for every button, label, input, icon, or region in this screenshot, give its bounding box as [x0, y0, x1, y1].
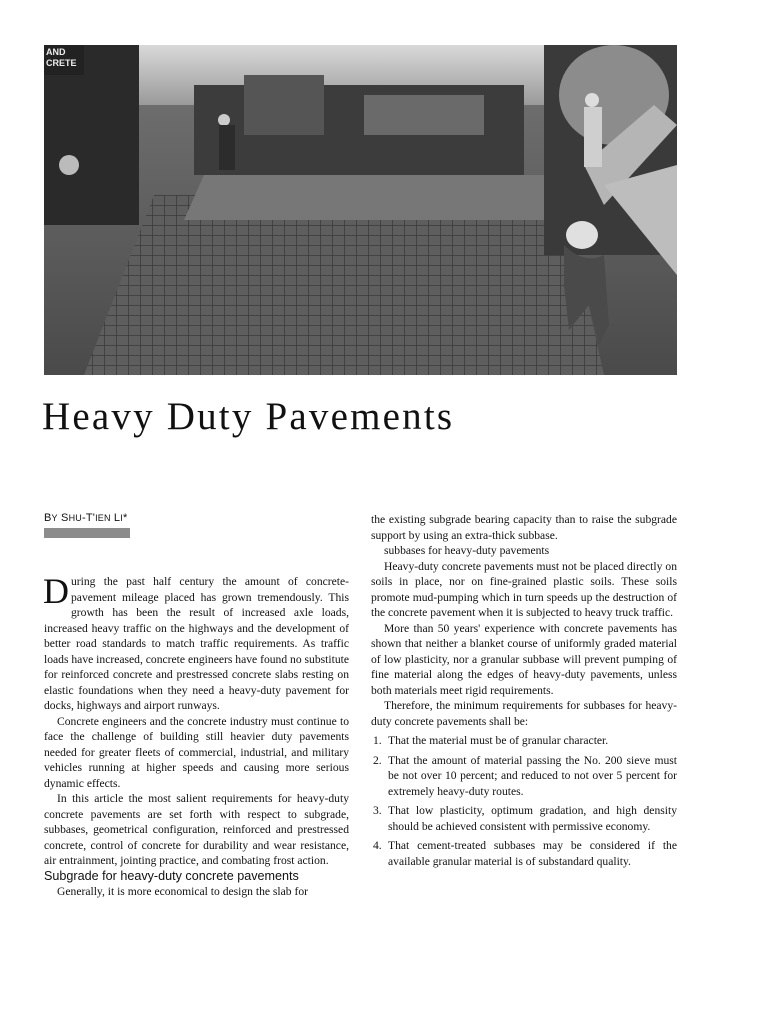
signage-line2: CRETE: [46, 58, 77, 68]
construction-scene-image: [44, 45, 677, 375]
list-item: [371, 733, 677, 749]
list-text: That cement-treated subbases may be considered if the available granular material is of substandard quality.: [388, 839, 677, 868]
byline-rule: [44, 528, 130, 538]
list-text: That the amount of material passing the No. 200 sieve must be not over 10 percent; and reduced to not over 5 percent for extremely heavy-duty routes.: [388, 753, 677, 798]
list-number: 1.: [373, 734, 382, 747]
byline-name-2: -T': [81, 512, 96, 524]
paragraph-text: uring the past half century the amount of concrete-pavement mileage placed has grown tremendously. This growth has been the result of increased axle loads, increased heavy traffic on the highways and the development of better road standards to match traffic requirements. As traffic loads have increased, concrete engineers have found no substitute for reinforced concrete and prestressed concrete slabs resting on elastic foundations when they need a heavy-duty pavement for docks, highways and airport runways.: [44, 575, 349, 712]
paragraph: the existing subgrade bearing capacity than to raise the subgrade support by using an extra-thick subbase.: [371, 513, 677, 542]
right-column: [371, 512, 677, 869]
requirements-list: [371, 733, 677, 869]
byline-name-1-small: HU: [68, 513, 82, 523]
list-item: [371, 838, 677, 869]
list-number: 4.: [373, 839, 382, 852]
list-number: 2.: [373, 753, 382, 767]
list-item: [371, 803, 677, 834]
paragraph: [43, 571, 349, 714]
paragraph: Therefore, the minimum requirements for subbases for heavy-duty concrete pavements shall be:: [371, 699, 677, 728]
byline-prefix: B: [44, 512, 52, 524]
left-column: [43, 571, 349, 900]
paragraph: Generally, it is more economical to design the slab for: [57, 885, 309, 898]
byline: [44, 512, 127, 524]
byline-name-2-small: IEN: [95, 513, 111, 523]
byline-name-3-small: I: [120, 513, 123, 523]
paragraph: More than 50 years' experience with concrete pavements has shown that neither a blanket course of uniformly graded material of low plasticity, nor a granular subbase will prevent pumping of fine material along the edges of heavy-duty pavements, unless both materials meet rigid requirements.: [371, 621, 677, 697]
list-text: That the material must be of granular character.: [388, 734, 609, 747]
paragraph: Concrete engineers and the concrete industry must continue to face the challenge of building still heavier duty pavements needed for greater fleets of commercial, industrial, and military vehicles running at higher speeds and causing more serious dynamic effects.: [44, 714, 349, 790]
byline-name-1: S: [61, 512, 69, 524]
hero-photo: [44, 45, 677, 375]
article-title: Heavy Duty Pavements: [42, 395, 455, 438]
list-number: 3.: [373, 804, 382, 817]
byline-name-3: L: [110, 512, 121, 524]
paragraph: subbases for heavy-duty pavements: [384, 544, 550, 557]
list-item: [371, 753, 677, 800]
drop-cap: D: [43, 571, 69, 611]
list-text: That low plasticity, optimum gradation, and high density should be achieved consistent with permissive economy.: [388, 804, 677, 833]
byline-suffix: *: [122, 512, 128, 524]
paragraph: Heavy-duty concrete pavements must not be placed directly on soils in place, nor on fine-grained plastic soils. These soils promote mud-pumping which in turn speeds up the destruction of the concrete pavement when it is subjected to heavy truck traffic.: [371, 559, 677, 619]
signage-line1: AND: [46, 47, 66, 57]
paragraph: In this article the most salient requirements for heavy-duty concrete pavements are set forth with respect to subgrade, subbases, geometrical configuration, reinforced and prestressed concrete, control of concrete for durability and wear resistance, air entrainment, jointing practice, and combating frost action.: [44, 792, 349, 867]
section-subhead: Subgrade for heavy-duty concrete pavements: [44, 868, 299, 883]
byline-prefix-small: Y: [51, 513, 58, 523]
